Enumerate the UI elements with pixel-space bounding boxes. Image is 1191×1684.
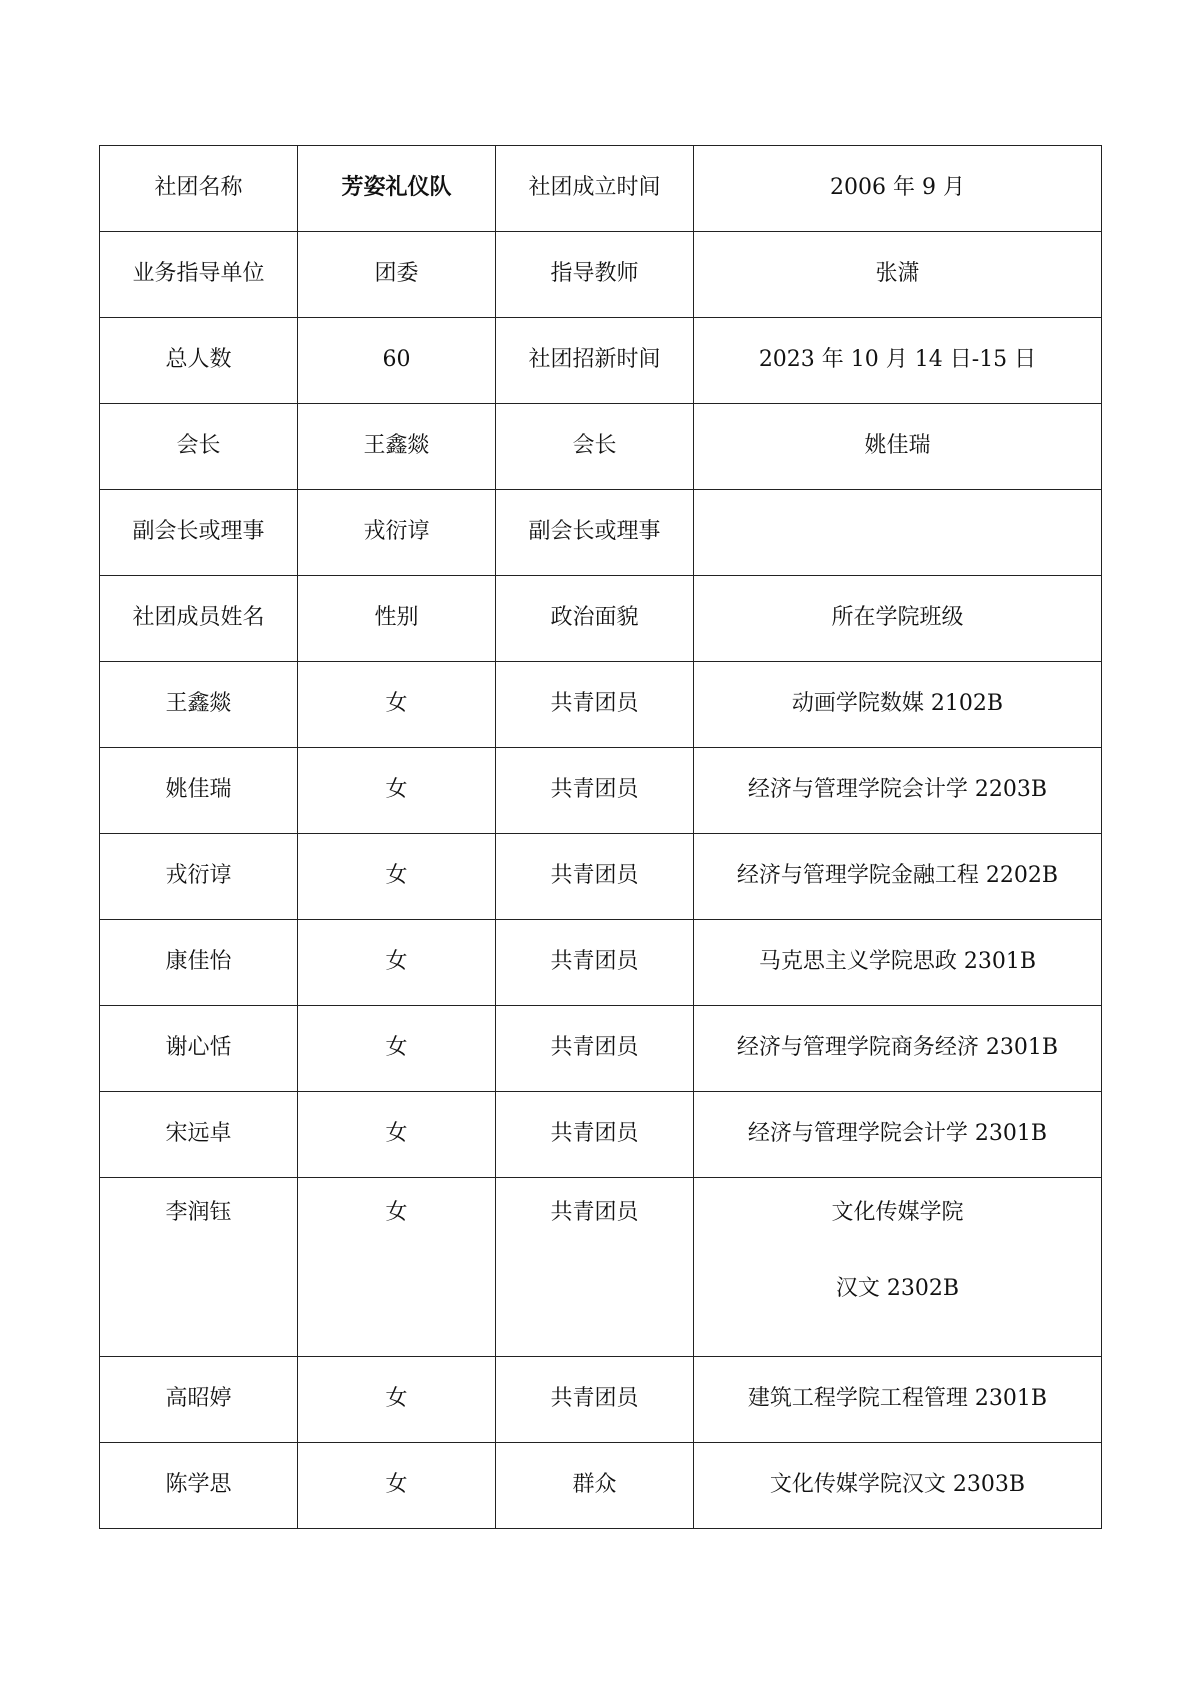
member-gender: 女 xyxy=(298,1443,496,1529)
member-gender: 女 xyxy=(298,748,496,834)
label-total-members: 总人数 xyxy=(100,318,298,404)
member-class: 经济与管理学院会计学 2301B xyxy=(694,1092,1102,1178)
label-advisor: 指导教师 xyxy=(496,232,694,318)
label-vice-president: 副会长或理事 xyxy=(100,490,298,576)
member-class: 动画学院数媒 2102B xyxy=(694,662,1102,748)
value-founded-time: 2006 年 9 月 xyxy=(694,146,1102,232)
table-row xyxy=(100,1006,1102,1092)
label-president-2: 会长 xyxy=(496,404,694,490)
table-row xyxy=(100,232,1102,318)
member-class: 经济与管理学院商务经济 2301B xyxy=(694,1006,1102,1092)
member-name: 高昭婷 xyxy=(100,1357,298,1443)
member-class: 经济与管理学院金融工程 2202B xyxy=(694,834,1102,920)
member-class: 马克思主义学院思政 2301B xyxy=(694,920,1102,1006)
member-name: 李润钰 xyxy=(100,1178,298,1357)
member-political: 共青团员 xyxy=(496,834,694,920)
value-president-1: 王鑫燚 xyxy=(298,404,496,490)
label-founded-time: 社团成立时间 xyxy=(496,146,694,232)
member-gender: 女 xyxy=(298,662,496,748)
table-row xyxy=(100,1178,1102,1357)
member-name: 宋远卓 xyxy=(100,1092,298,1178)
value-club-name: 芳姿礼仪队 xyxy=(298,146,496,232)
value-advisor: 张潇 xyxy=(694,232,1102,318)
member-political: 共青团员 xyxy=(496,662,694,748)
member-name: 谢心恬 xyxy=(100,1006,298,1092)
value-recruit-time: 2023 年 10 月 14 日-15 日 xyxy=(694,318,1102,404)
member-name: 姚佳瑞 xyxy=(100,748,298,834)
column-header-class: 所在学院班级 xyxy=(694,576,1102,662)
club-info-table xyxy=(99,145,1102,1529)
member-political: 共青团员 xyxy=(496,748,694,834)
label-club-name: 社团名称 xyxy=(100,146,298,232)
member-gender: 女 xyxy=(298,1178,496,1357)
member-gender: 女 xyxy=(298,1357,496,1443)
column-header-name: 社团成员姓名 xyxy=(100,576,298,662)
table-row xyxy=(100,920,1102,1006)
member-class: 建筑工程学院工程管理 2301B xyxy=(694,1357,1102,1443)
table-row xyxy=(100,748,1102,834)
member-gender: 女 xyxy=(298,920,496,1006)
column-header-gender: 性别 xyxy=(298,576,496,662)
member-name: 康佳怡 xyxy=(100,920,298,1006)
value-supervising-unit: 团委 xyxy=(298,232,496,318)
label-vice-president-2: 副会长或理事 xyxy=(496,490,694,576)
label-president: 会长 xyxy=(100,404,298,490)
member-class: 经济与管理学院会计学 2203B xyxy=(694,748,1102,834)
member-political: 共青团员 xyxy=(496,1092,694,1178)
value-president-2: 姚佳瑞 xyxy=(694,404,1102,490)
member-political: 共青团员 xyxy=(496,1006,694,1092)
member-name: 王鑫燚 xyxy=(100,662,298,748)
member-class xyxy=(694,1178,1102,1357)
member-name: 戎衍谆 xyxy=(100,834,298,920)
member-gender: 女 xyxy=(298,1092,496,1178)
table-row xyxy=(100,146,1102,232)
table-row xyxy=(100,1443,1102,1529)
value-vice-president-2 xyxy=(694,490,1102,576)
table-row xyxy=(100,404,1102,490)
label-recruit-time: 社团招新时间 xyxy=(496,318,694,404)
member-political: 群众 xyxy=(496,1443,694,1529)
value-vice-president-1: 戎衍谆 xyxy=(298,490,496,576)
table-row xyxy=(100,1092,1102,1178)
table-header-row xyxy=(100,576,1102,662)
table-row xyxy=(100,1357,1102,1443)
member-class: 文化传媒学院汉文 2303B xyxy=(694,1443,1102,1529)
member-political: 共青团员 xyxy=(496,1357,694,1443)
table-row xyxy=(100,662,1102,748)
label-supervising-unit: 业务指导单位 xyxy=(100,232,298,318)
member-name: 陈学思 xyxy=(100,1443,298,1529)
member-class-line-2: 汉文 2302B xyxy=(835,1276,960,1302)
value-total-members: 60 xyxy=(298,318,496,404)
member-political: 共青团员 xyxy=(496,920,694,1006)
member-political: 共青团员 xyxy=(496,1178,694,1357)
member-gender: 女 xyxy=(298,834,496,920)
column-header-political: 政治面貌 xyxy=(496,576,694,662)
member-class-line-1: 文化传媒学院 xyxy=(831,1200,964,1225)
table-row xyxy=(100,318,1102,404)
member-gender: 女 xyxy=(298,1006,496,1092)
table-row xyxy=(100,490,1102,576)
table-row xyxy=(100,834,1102,920)
